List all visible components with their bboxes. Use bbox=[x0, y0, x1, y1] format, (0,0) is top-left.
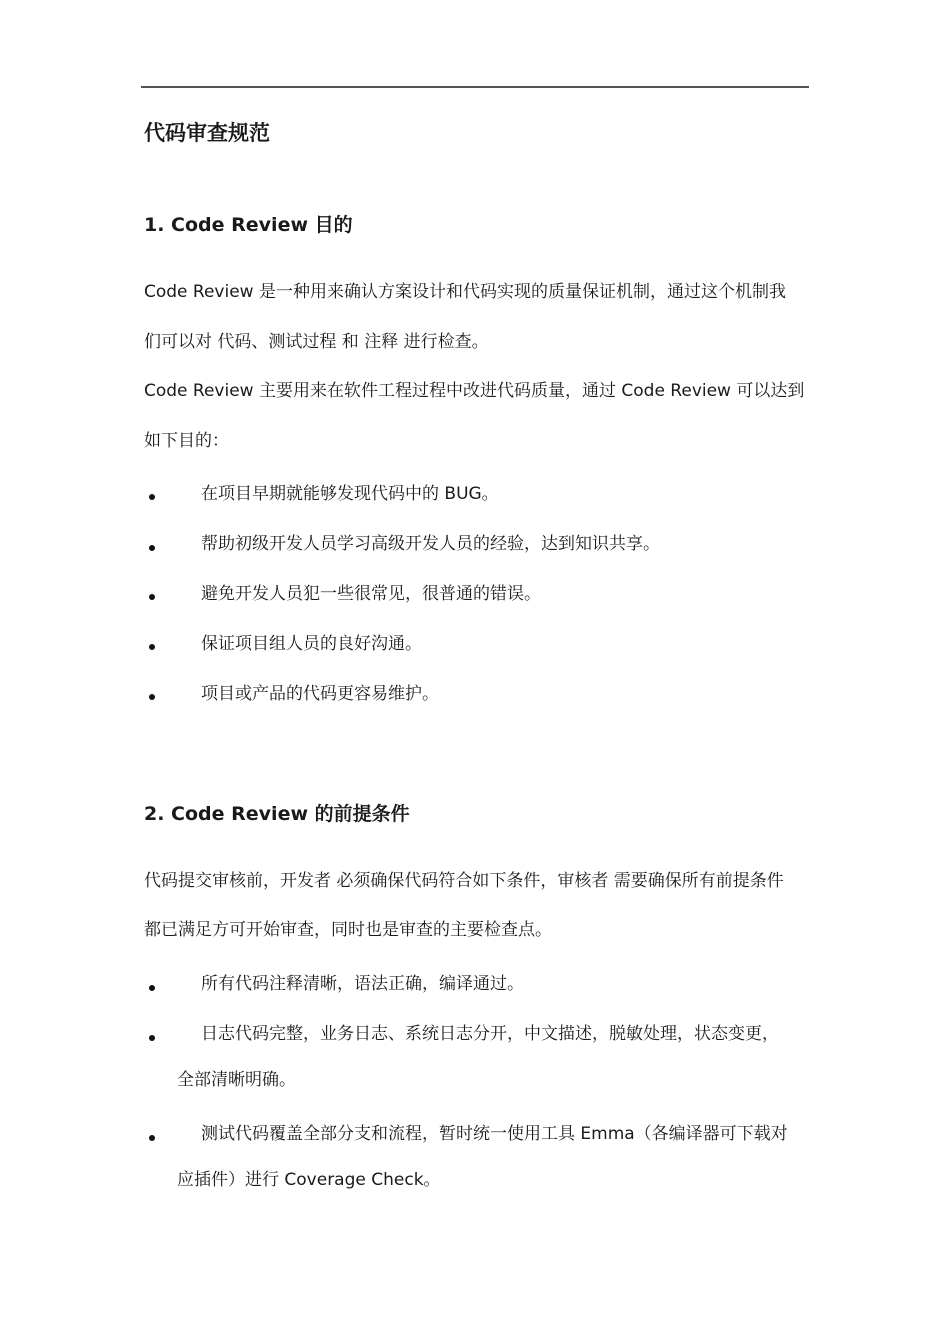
section-heading-prerequisites: 2. Code Review 的前提条件 bbox=[144, 803, 410, 825]
list-item-text: 所有代码注释清晰，语法正确，编译通过。 bbox=[201, 974, 524, 994]
paragraph-line: 都已满足方可开始审查，同时也是审查的主要检查点。 bbox=[144, 920, 552, 940]
bullet-icon bbox=[149, 1035, 155, 1041]
paragraph-line: 代码提交审核前，开发者 必须确保代码符合如下条件，审核者 需要确保所有前提条件 bbox=[144, 871, 784, 891]
list-item-text: 测试代码覆盖全部分支和流程，暂时统一使用工具 Emma（各编译器可下载对 bbox=[201, 1124, 788, 1144]
paragraph-line: 如下目的： bbox=[144, 431, 229, 451]
bullet-icon bbox=[149, 545, 155, 551]
bullet-icon bbox=[149, 494, 155, 500]
bullet-icon bbox=[149, 985, 155, 991]
list-item-text: 帮助初级开发人员学习高级开发人员的经验，达到知识共享。 bbox=[201, 534, 660, 554]
list-item-text: 保证项目组人员的良好沟通。 bbox=[201, 634, 422, 654]
bullet-icon bbox=[149, 1135, 155, 1141]
paragraph-line: Code Review 是一种用来确认方案设计和代码实现的质量保证机制，通过这个机制我 bbox=[144, 282, 786, 302]
list-item-text-continued: 全部清晰明确。 bbox=[177, 1070, 296, 1090]
header-rule bbox=[141, 86, 809, 88]
bullet-icon bbox=[149, 694, 155, 700]
list-item-text: 项目或产品的代码更容易维护。 bbox=[201, 684, 439, 704]
bullet-icon bbox=[149, 644, 155, 650]
document-title: 代码审查规范 bbox=[144, 121, 270, 145]
bullet-icon bbox=[149, 594, 155, 600]
list-item-text: 避免开发人员犯一些很常见，很普通的错误。 bbox=[201, 584, 541, 604]
section-heading-purpose: 1. Code Review 目的 bbox=[144, 214, 353, 236]
list-item-text: 在项目早期就能够发现代码中的 BUG。 bbox=[201, 484, 499, 504]
list-item-text-continued: 应插件）进行 Coverage Check。 bbox=[177, 1170, 441, 1190]
paragraph-line: Code Review 主要用来在软件工程过程中改进代码质量，通过 Code Review 可以达到 bbox=[144, 381, 805, 401]
paragraph-line: 们可以对 代码、测试过程 和 注释 进行检查。 bbox=[144, 332, 489, 352]
list-item-text: 日志代码完整，业务日志、系统日志分开，中文描述，脱敏处理，状态变更， bbox=[201, 1024, 779, 1044]
